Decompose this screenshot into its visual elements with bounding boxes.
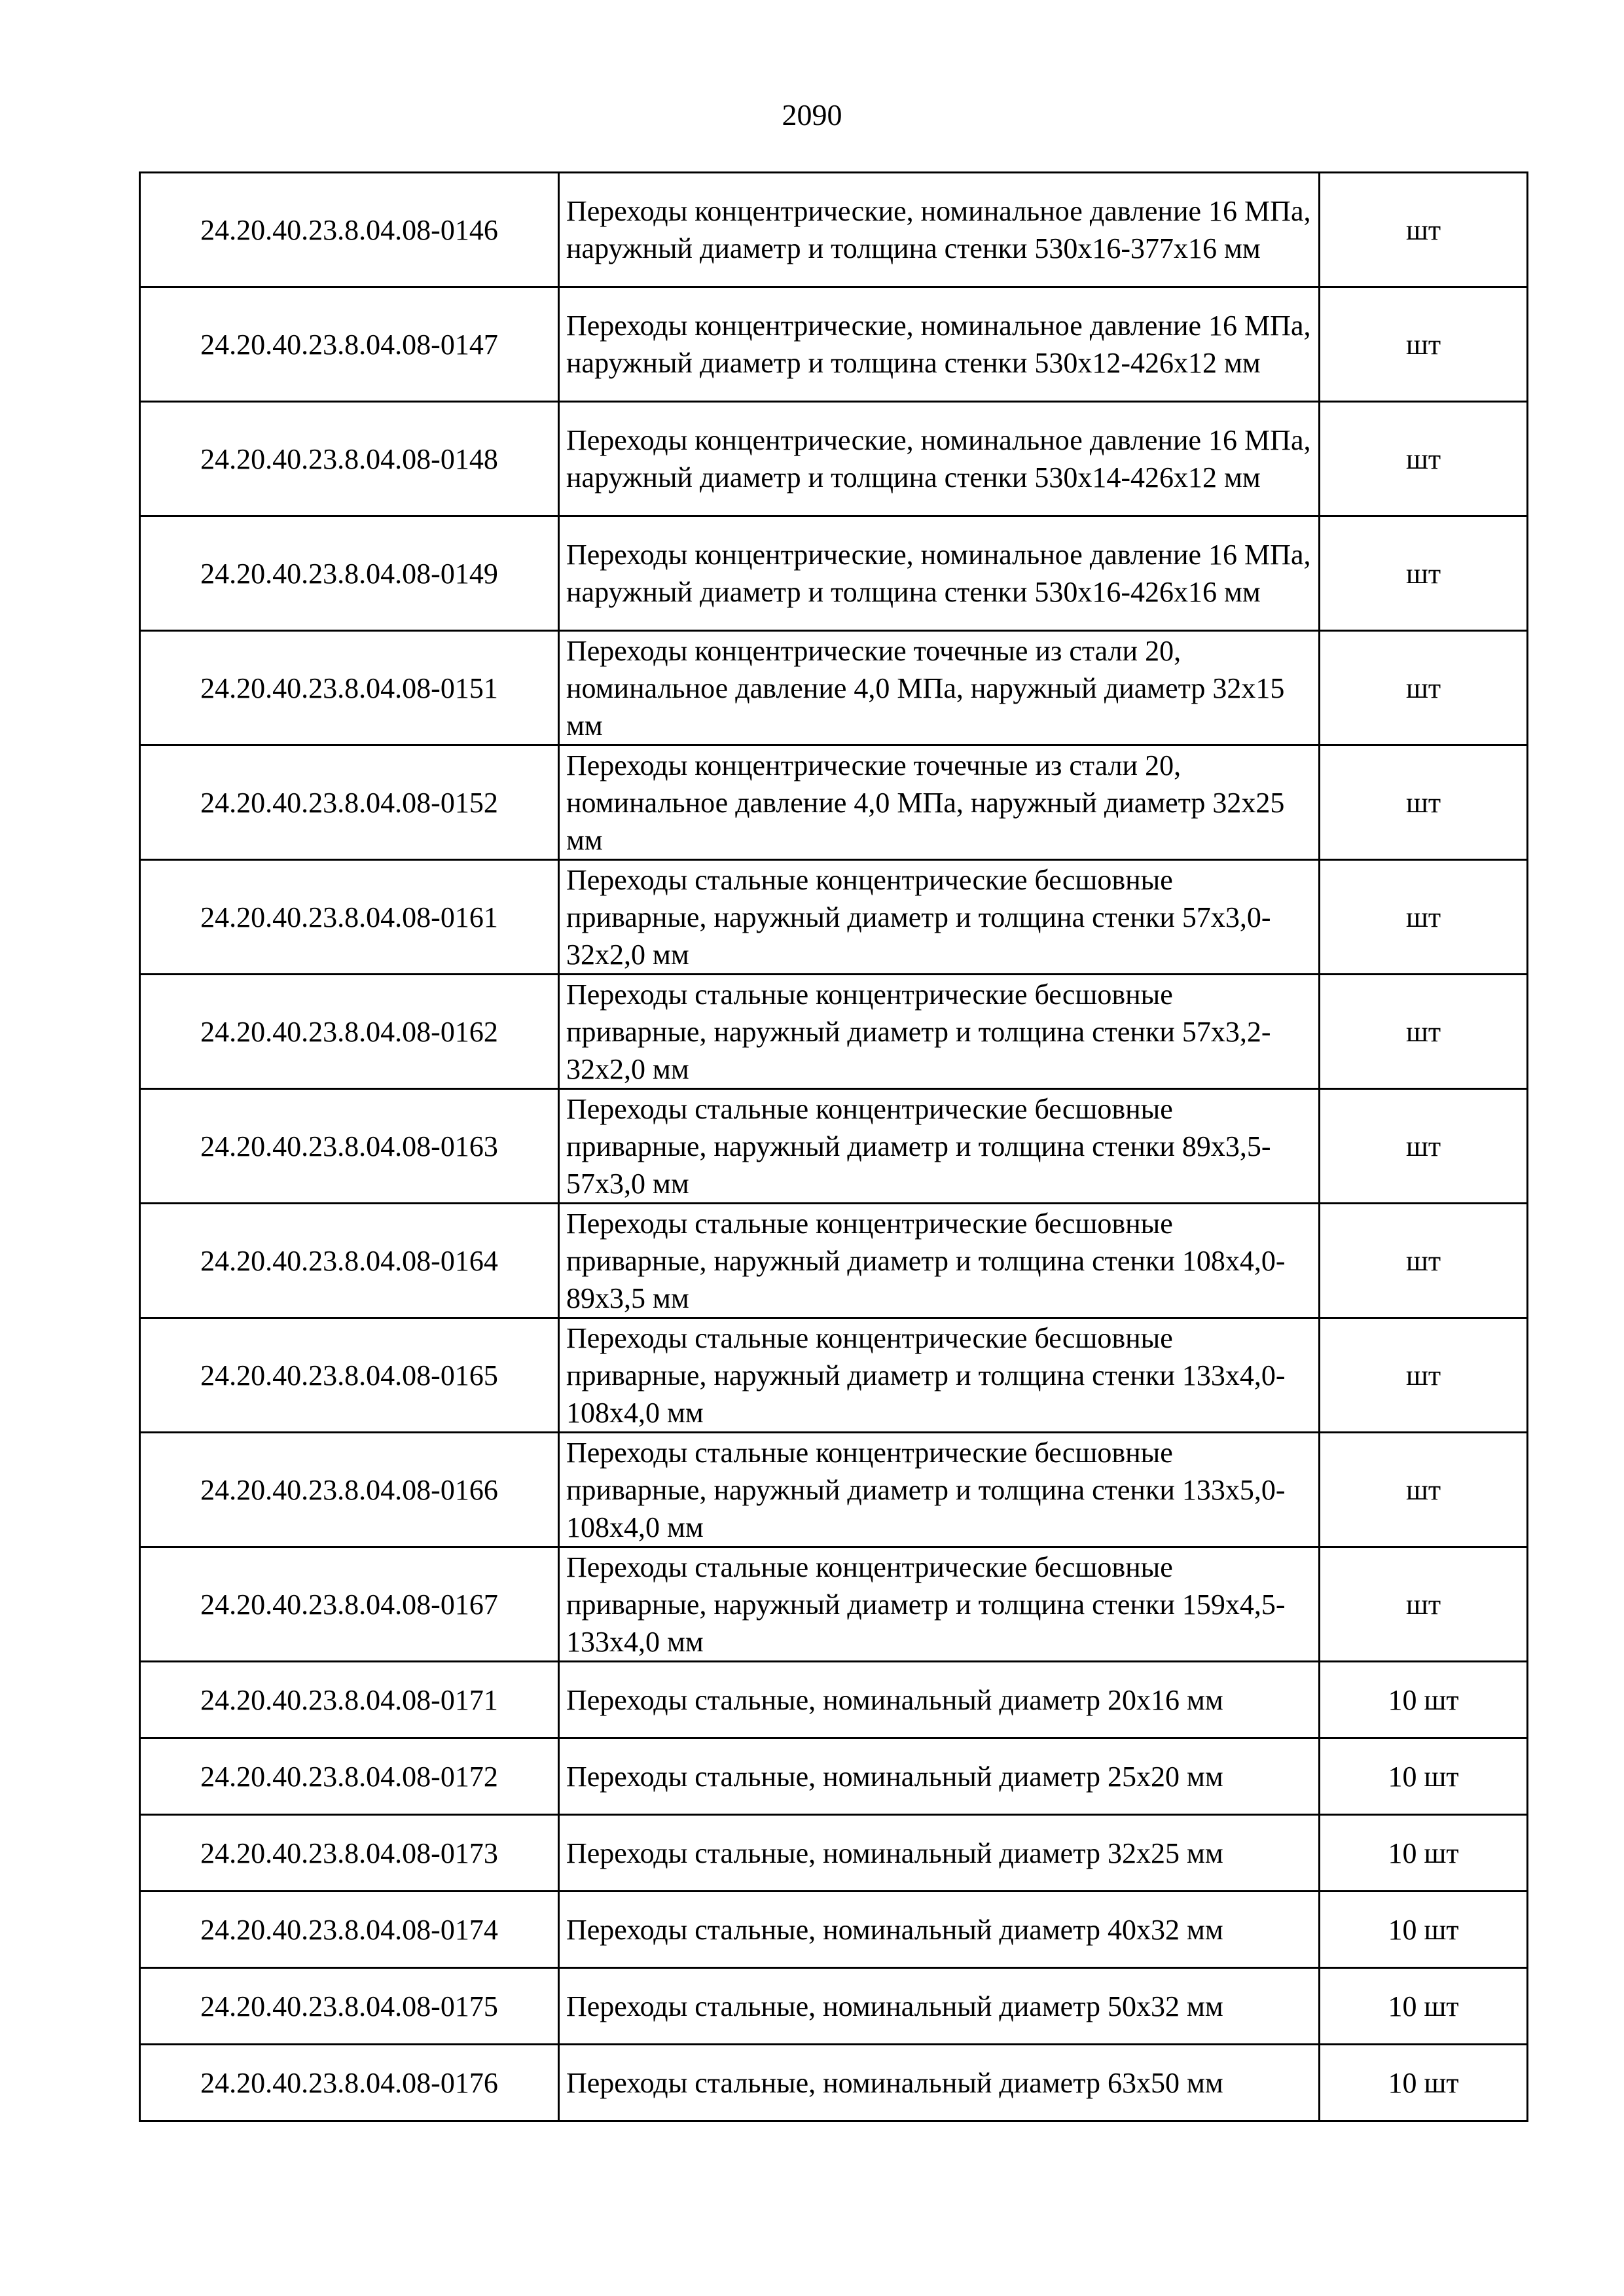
table-row — [140, 745, 1528, 860]
row-code: 24.20.40.23.8.04.08-0164 — [140, 1204, 559, 1318]
row-unit: шт — [1320, 1433, 1528, 1547]
row-name: Переходы концентрические точечные из стали 20, номинальное давление 4,0 МПа, наружный диаметр 32x15 мм — [559, 631, 1320, 745]
row-code: 24.20.40.23.8.04.08-0146 — [140, 173, 559, 287]
row-code: 24.20.40.23.8.04.08-0163 — [140, 1089, 559, 1204]
table-row — [140, 173, 1528, 287]
row-unit: 10 шт — [1320, 1662, 1528, 1738]
row-unit: 10 шт — [1320, 1892, 1528, 1968]
row-unit: шт — [1320, 287, 1528, 402]
row-name: Переходы стальные концентрические бесшовные приварные, наружный диаметр и толщина стенки 108x4,0-89x3,5 мм — [559, 1204, 1320, 1318]
table-row — [140, 287, 1528, 402]
row-unit: шт — [1320, 402, 1528, 516]
row-unit: шт — [1320, 1204, 1528, 1318]
row-unit: 10 шт — [1320, 1738, 1528, 1815]
row-name: Переходы концентрические, номинальное давление 16 МПа, наружный диаметр и толщина стенки 530x16-426x16 мм — [559, 516, 1320, 631]
row-code: 24.20.40.23.8.04.08-0148 — [140, 402, 559, 516]
row-name: Переходы стальные, номинальный диаметр 50x32 мм — [559, 1968, 1320, 2045]
row-code: 24.20.40.23.8.04.08-0162 — [140, 975, 559, 1089]
row-code: 24.20.40.23.8.04.08-0173 — [140, 1815, 559, 1892]
row-code: 24.20.40.23.8.04.08-0167 — [140, 1547, 559, 1662]
row-name: Переходы стальные концентрические бесшовные приварные, наружный диаметр и толщина стенки 133x4,0-108x4,0 мм — [559, 1318, 1320, 1433]
table-body — [140, 173, 1528, 2121]
table-row — [140, 975, 1528, 1089]
table-row — [140, 1089, 1528, 1204]
row-name: Переходы стальные, номинальный диаметр 63x50 мм — [559, 2045, 1320, 2121]
table-row — [140, 1815, 1528, 1892]
row-unit: 10 шт — [1320, 1968, 1528, 2045]
row-name: Переходы стальные, номинальный диаметр 20x16 мм — [559, 1662, 1320, 1738]
row-unit: шт — [1320, 631, 1528, 745]
table-row — [140, 402, 1528, 516]
row-code: 24.20.40.23.8.04.08-0161 — [140, 860, 559, 975]
row-name: Переходы стальные, номинальный диаметр 40x32 мм — [559, 1892, 1320, 1968]
row-unit: 10 шт — [1320, 1815, 1528, 1892]
row-unit: шт — [1320, 745, 1528, 860]
table-row — [140, 516, 1528, 631]
table-row — [140, 631, 1528, 745]
row-unit: шт — [1320, 975, 1528, 1089]
row-name: Переходы концентрические точечные из стали 20, номинальное давление 4,0 МПа, наружный диаметр 32x25 мм — [559, 745, 1320, 860]
table-row — [140, 1204, 1528, 1318]
table-row — [140, 860, 1528, 975]
table-row — [140, 1968, 1528, 2045]
row-name: Переходы стальные концентрические бесшовные приварные, наружный диаметр и толщина стенки 89x3,5-57x3,0 мм — [559, 1089, 1320, 1204]
row-code: 24.20.40.23.8.04.08-0149 — [140, 516, 559, 631]
table-row — [140, 1318, 1528, 1433]
row-code: 24.20.40.23.8.04.08-0176 — [140, 2045, 559, 2121]
row-code: 24.20.40.23.8.04.08-0174 — [140, 1892, 559, 1968]
table-row — [140, 1892, 1528, 1968]
row-name: Переходы концентрические, номинальное давление 16 МПа, наружный диаметр и толщина стенки 530x12-426x12 мм — [559, 287, 1320, 402]
table-row — [140, 1547, 1528, 1662]
row-unit: 10 шт — [1320, 2045, 1528, 2121]
row-name: Переходы стальные концентрические бесшовные приварные, наружный диаметр и толщина стенки 159x4,5-133x4,0 мм — [559, 1547, 1320, 1662]
row-unit: шт — [1320, 173, 1528, 287]
row-code: 24.20.40.23.8.04.08-0165 — [140, 1318, 559, 1433]
row-unit: шт — [1320, 860, 1528, 975]
row-name: Переходы стальные концентрические бесшовные приварные, наружный диаметр и толщина стенки 57x3,0-32x2,0 мм — [559, 860, 1320, 975]
row-code: 24.20.40.23.8.04.08-0172 — [140, 1738, 559, 1815]
row-name: Переходы концентрические, номинальное давление 16 МПа, наружный диаметр и толщина стенки 530x14-426x12 мм — [559, 402, 1320, 516]
table-row — [140, 1662, 1528, 1738]
row-name: Переходы стальные, номинальный диаметр 32x25 мм — [559, 1815, 1320, 1892]
page-number: 2090 — [782, 98, 842, 132]
row-code: 24.20.40.23.8.04.08-0152 — [140, 745, 559, 860]
table-row — [140, 1433, 1528, 1547]
row-name: Переходы стальные концентрические бесшовные приварные, наружный диаметр и толщина стенки 57x3,2-32x2,0 мм — [559, 975, 1320, 1089]
table-row — [140, 2045, 1528, 2121]
table-row — [140, 1738, 1528, 1815]
row-name: Переходы стальные, номинальный диаметр 25x20 мм — [559, 1738, 1320, 1815]
row-unit: шт — [1320, 516, 1528, 631]
row-name: Переходы стальные концентрические бесшовные приварные, наружный диаметр и толщина стенки 133x5,0-108x4,0 мм — [559, 1433, 1320, 1547]
materials-table — [139, 171, 1528, 2122]
row-code: 24.20.40.23.8.04.08-0151 — [140, 631, 559, 745]
row-unit: шт — [1320, 1089, 1528, 1204]
row-code: 24.20.40.23.8.04.08-0147 — [140, 287, 559, 402]
row-unit: шт — [1320, 1547, 1528, 1662]
row-name: Переходы концентрические, номинальное давление 16 МПа, наружный диаметр и толщина стенки 530x16-377x16 мм — [559, 173, 1320, 287]
row-unit: шт — [1320, 1318, 1528, 1433]
row-code: 24.20.40.23.8.04.08-0175 — [140, 1968, 559, 2045]
row-code: 24.20.40.23.8.04.08-0171 — [140, 1662, 559, 1738]
row-code: 24.20.40.23.8.04.08-0166 — [140, 1433, 559, 1547]
